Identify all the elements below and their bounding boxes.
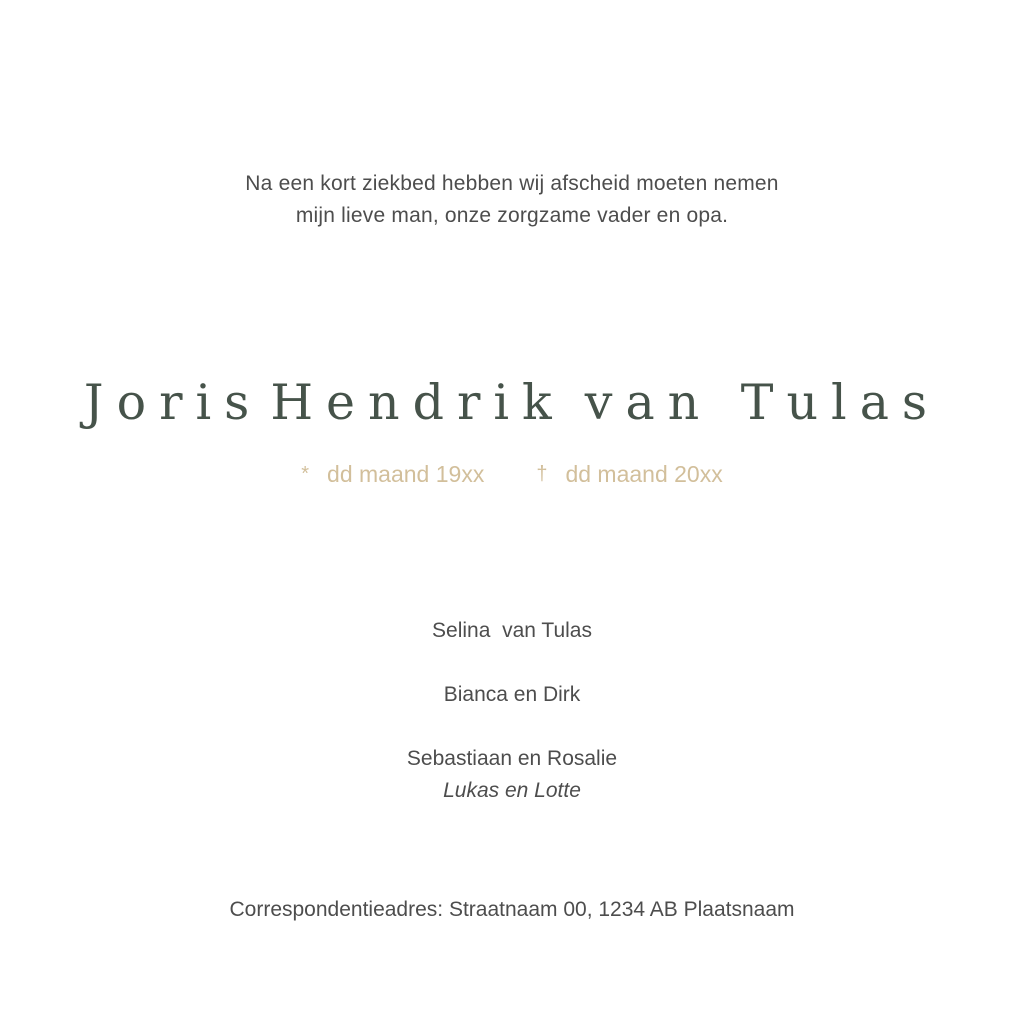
child-family-2 <box>0 743 1024 807</box>
last-name: van Tulas <box>584 374 941 431</box>
birth-symbol: * <box>301 463 310 485</box>
grandchildren-text: Lukas en Lotte <box>443 779 581 802</box>
correspondence-address <box>0 894 1024 926</box>
death-symbol: † <box>536 463 548 485</box>
first-name: Joris <box>83 374 263 431</box>
intro-text <box>0 168 1024 232</box>
life-dates <box>0 458 1024 490</box>
child-family-2-text: Sebastiaan en Rosalie <box>406 747 618 770</box>
intro-line-2: mijn lieve man, onze zorgzame vader en opa. <box>295 204 729 227</box>
spouse-text: Selina van Tulas <box>432 619 592 642</box>
birth-date: dd maand 19xx <box>327 461 485 487</box>
address-text: Correspondentieadres: Straatnaam 00, 1234 AB Plaatsnaam <box>229 898 795 921</box>
middle-name: Hendrik <box>270 374 565 431</box>
child-family-1 <box>0 679 1024 711</box>
child-family-1-text: Bianca en Dirk <box>443 683 581 706</box>
spouse-name <box>0 615 1024 647</box>
intro-line-1: Na een kort ziekbed hebben wij afscheid moeten nemen <box>245 172 779 195</box>
deceased-name <box>0 372 1024 434</box>
death-date: dd maand 20xx <box>565 461 723 487</box>
